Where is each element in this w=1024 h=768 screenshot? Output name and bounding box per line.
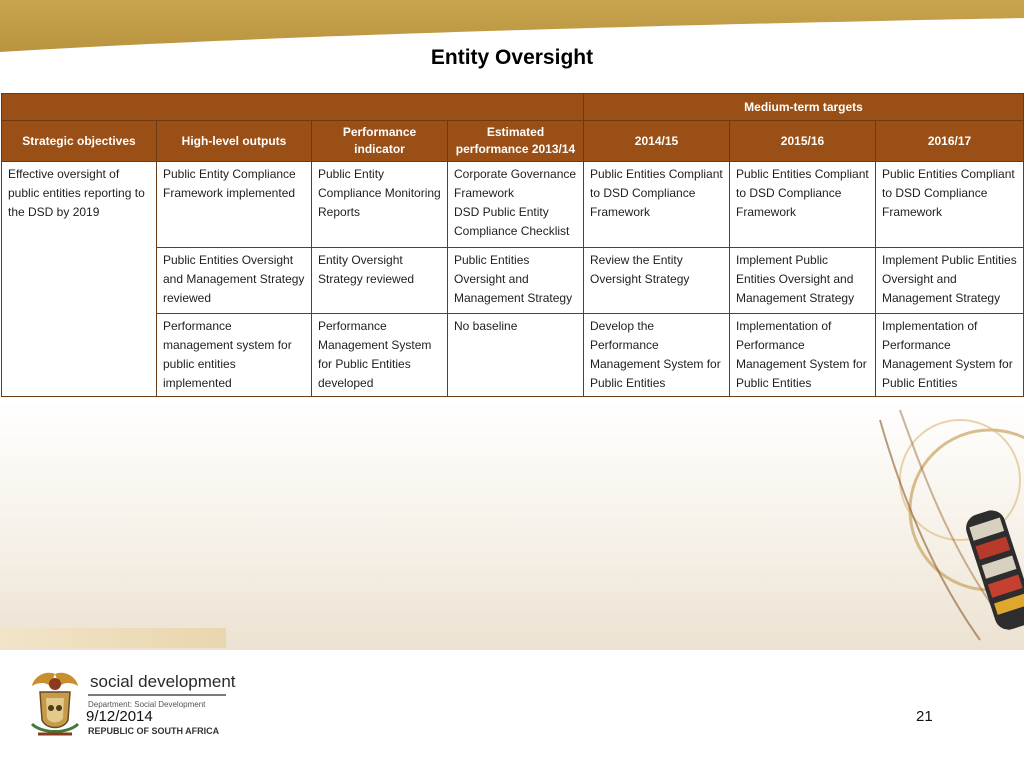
bottom-stripe [0, 628, 226, 648]
column-header-estimated-performance: Estimated performance 2013/14 [448, 121, 584, 162]
output-cell: Performance management system for public entities implemented [157, 314, 312, 397]
slide-number: 21 [916, 708, 933, 725]
strategic-objective-cell: Effective oversight of public entities reporting to the DSD by 2019 [2, 162, 157, 397]
brand-divider [88, 694, 226, 696]
output-cell: Public Entity Compliance Framework implemented [157, 162, 312, 248]
estimated-cell: No baseline [448, 314, 584, 397]
output-cell: Public Entities Oversight and Management Strategy reviewed [157, 248, 312, 314]
entity-oversight-table [1, 93, 1024, 397]
target-2015-16-cell: Implement Public Entities Oversight and Management Strategy [730, 248, 876, 314]
indicator-cell: Public Entity Compliance Monitoring Reports [312, 162, 448, 248]
target-2016-17-cell: Public Entities Compliant to DSD Compliance Framework [876, 162, 1024, 248]
target-2016-17-cell: Implementation of Performance Management System for Public Entities [876, 314, 1024, 397]
header-blank [2, 94, 584, 121]
column-header-2014-15: 2014/15 [584, 121, 730, 162]
brand-name: social development [90, 672, 236, 691]
estimated-item: DSD Public Entity Compliance Checklist [454, 205, 570, 238]
slide-date: 9/12/2014 [86, 708, 153, 725]
column-header-2016-17: 2016/17 [876, 121, 1024, 162]
estimated-cell: Public Entities Oversight and Management Strategy [448, 248, 584, 314]
page-title: Entity Oversight [430, 46, 594, 69]
target-2015-16-cell: Public Entities Compliant to DSD Compliance Framework [730, 162, 876, 248]
indicator-cell: Entity Oversight Strategy reviewed [312, 248, 448, 314]
estimated-cell [448, 162, 584, 248]
column-header-2015-16: 2015/16 [730, 121, 876, 162]
column-header-strategic-objectives: Strategic objectives [2, 121, 157, 162]
header-medium-term-targets: Medium-term targets [584, 94, 1024, 121]
target-2014-15-cell: Develop the Performance Management System for Public Entities [584, 314, 730, 397]
header-row-columns [2, 121, 1024, 162]
header-row-group [2, 94, 1024, 121]
target-2014-15-cell: Review the Entity Oversight Strategy [584, 248, 730, 314]
column-header-high-level-outputs: High-level outputs [157, 121, 312, 162]
beadwork-decoration [840, 400, 1024, 650]
brand-department: Department: Social Development [88, 700, 206, 709]
estimated-item: Corporate Governance Framework [454, 167, 577, 200]
target-2014-15-cell: Public Entities Compliant to DSD Compliance Framework [584, 162, 730, 248]
table-row [2, 162, 1024, 248]
target-2016-17-cell: Implement Public Entities Oversight and Management Strategy [876, 248, 1024, 314]
brand-country: REPUBLIC OF SOUTH AFRICA [88, 726, 220, 736]
coat-of-arms-icon [24, 668, 86, 744]
indicator-cell: Performance Management System for Public Entities developed [312, 314, 448, 397]
column-header-performance-indicator: Performance indicator [312, 121, 448, 162]
target-2015-16-cell: Implementation of Performance Management System for Public Entities [730, 314, 876, 397]
